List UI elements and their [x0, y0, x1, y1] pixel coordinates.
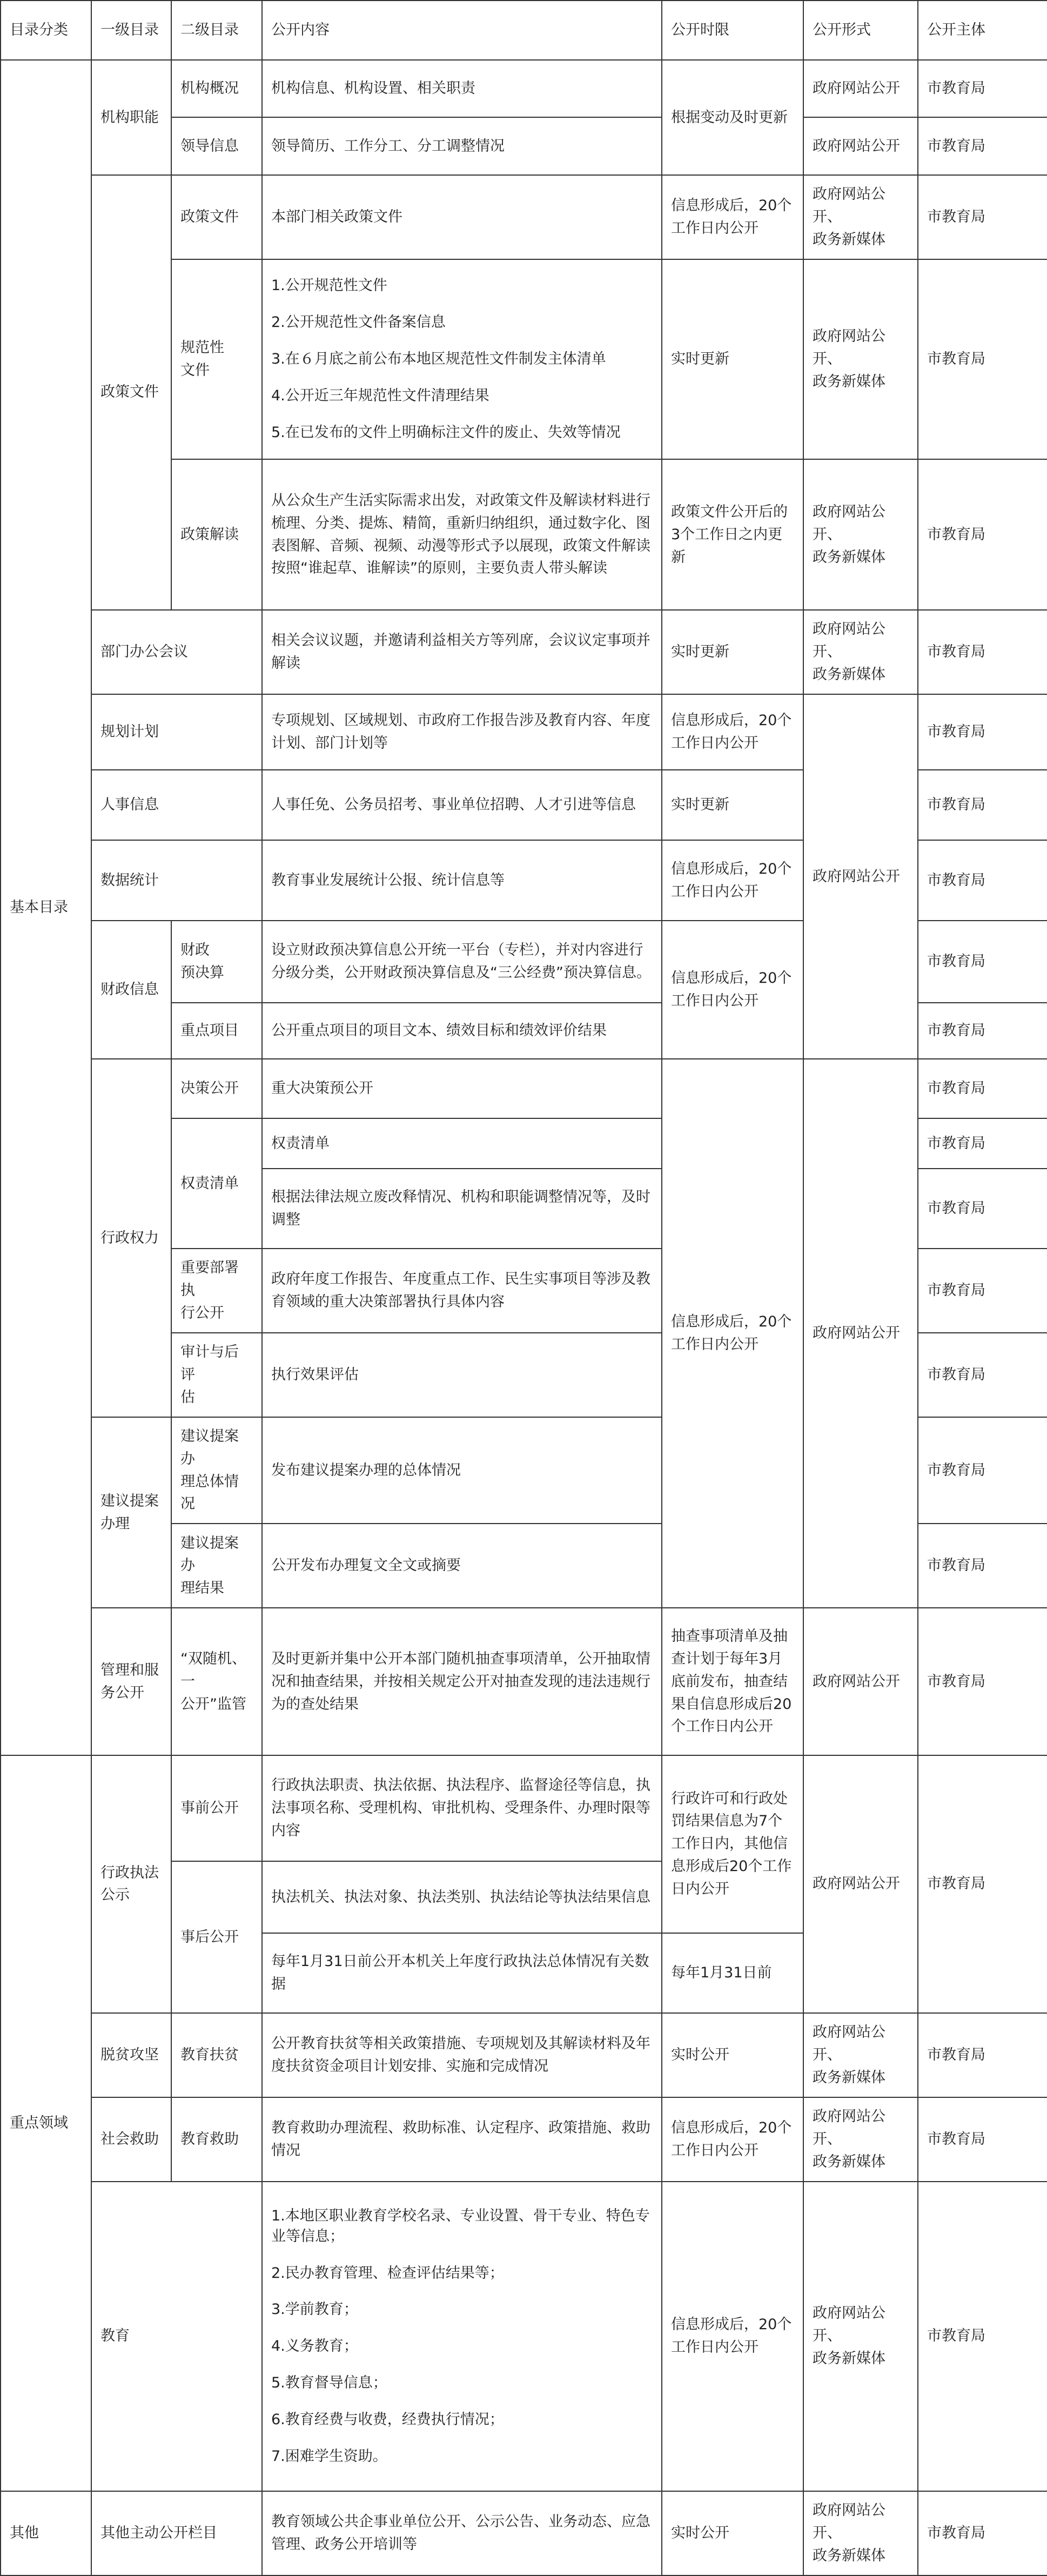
level1-cell: 管理和服 务公开 [91, 1608, 171, 1755]
header-category: 目录分类 [1, 1, 91, 60]
list-item: 1.本地区职业教育学校名录、专业设置、骨干专业、特色专业等信息； [271, 2208, 650, 2245]
list-item: 6.教育经费与收费，经费执行情况； [271, 2411, 504, 2428]
table-row [1, 2182, 1047, 2491]
subject-cell: 市教育局 [918, 1003, 1047, 1059]
list-item: 1.公开规范性文件 [271, 277, 387, 294]
list-item: 4.义务教育； [271, 2338, 358, 2355]
content-cell: 专项规划、区域规划、市政府工作报告涉及教育内容、年度计划、部门计划等 [262, 694, 662, 770]
level1-cell: 部门办公会议 [91, 610, 262, 694]
content-cell [262, 259, 662, 460]
subject-cell: 市教育局 [918, 2097, 1047, 2182]
content-cell: 本部门相关政策文件 [262, 175, 662, 259]
header-form: 公开形式 [803, 1, 918, 60]
form-cell: 政府网站公开 [803, 1059, 918, 1608]
content-cell: 相关会议议题，并邀请利益相关方等列席，会议议定事项并解读 [262, 610, 662, 694]
content-cell: 教育领域公共企事业单位公开、公示公告、业务动态、应急管理、政务公开培训等 [262, 2491, 662, 2575]
form-cell: 政府网站公开、 政务新媒体 [803, 2491, 918, 2575]
subject-cell: 市教育局 [918, 117, 1047, 175]
subject-cell: 市教育局 [918, 2013, 1047, 2097]
table-header-row [1, 1, 1047, 60]
header-subject: 公开主体 [918, 1, 1047, 60]
form-cell: 政府网站公开 [803, 60, 918, 117]
subject-cell: 市教育局 [918, 1608, 1047, 1755]
list-item: 7.困难学生资助。 [271, 2447, 387, 2465]
subject-cell: 市教育局 [918, 2182, 1047, 2491]
level2-cell: 审计与后评 估 [171, 1333, 262, 1417]
time-limit-cell: 抽查事项清单及抽查计划于每年3月底前发布，抽查结果自信息形成后20个工作日内公开 [662, 1608, 803, 1755]
content-cell [262, 2182, 662, 2491]
time-limit-cell: 实时公开 [662, 2013, 803, 2097]
time-limit-cell: 实时更新 [662, 259, 803, 460]
time-limit-cell: 行政许可和行政处罚结果信息为7个工作日内，其他信息形成后20个工作日内公开 [662, 1755, 803, 1933]
content-cell: 公开教育扶贫等相关政策措施、专项规划及其解读材料及年度扶贫资金项目计划安排、实施和完成情况 [262, 2013, 662, 2097]
form-cell: 政府网站公开、 政务新媒体 [803, 175, 918, 259]
subject-cell: 市教育局 [918, 1249, 1047, 1333]
subject-cell: 市教育局 [918, 1524, 1047, 1608]
time-limit-cell: 信息形成后，20个 工作日内公开 [662, 840, 803, 920]
subject-cell: 市教育局 [918, 175, 1047, 259]
content-cell: 权责清单 [262, 1118, 662, 1168]
level1-cell: 规划计划 [91, 694, 262, 770]
level1-cell: 社会救助 [91, 2097, 171, 2182]
subject-cell: 市教育局 [918, 60, 1047, 117]
content-cell: 公开发布办理复文全文或摘要 [262, 1524, 662, 1608]
subject-cell: 市教育局 [918, 840, 1047, 920]
content-cell: 公开重点项目的项目文本、绩效目标和绩效评价结果 [262, 1003, 662, 1059]
level2-cell: 教育扶贫 [171, 2013, 262, 2097]
list-item: 4.公开近三年规范性文件清理结果 [271, 387, 489, 404]
time-limit-cell: 信息形成后，20个 工作日内公开 [662, 2182, 803, 2491]
subject-cell: 市教育局 [918, 459, 1047, 610]
table-row [1, 610, 1047, 694]
content-cell: 政府年度工作报告、年度重点工作、民生实事项目等涉及教育领域的重大决策部署执行具体内容 [262, 1249, 662, 1333]
time-limit-cell: 实时公开 [662, 2491, 803, 2575]
header-level1: 一级目录 [91, 1, 171, 60]
subject-cell: 市教育局 [918, 1169, 1047, 1249]
level2-cell: 决策公开 [171, 1059, 262, 1118]
time-limit-cell: 每年1月31日前 [662, 1933, 803, 2013]
level1-cell: 人事信息 [91, 770, 262, 840]
level2-cell: 重点项目 [171, 1003, 262, 1059]
header-content: 公开内容 [262, 1, 662, 60]
table-row [1, 60, 1047, 117]
content-cell: 教育事业发展统计公报、统计信息等 [262, 840, 662, 920]
time-limit-cell: 信息形成后，20个 工作日内公开 [662, 2097, 803, 2182]
form-cell: 政府网站公开、 政务新媒体 [803, 2182, 918, 2491]
content-cell: 领导简历、工作分工、分工调整情况 [262, 117, 662, 175]
subject-cell: 市教育局 [918, 921, 1047, 1003]
level1-cell: 建议提案 办理 [91, 1417, 171, 1608]
time-limit-cell: 信息形成后，20个 工作日内公开 [662, 1059, 803, 1608]
form-cell: 政府网站公开、 政务新媒体 [803, 259, 918, 460]
content-cell: 机构信息、机构设置、相关职责 [262, 60, 662, 117]
form-cell: 政府网站公开 [803, 694, 918, 1059]
table-row [1, 2491, 1047, 2575]
list-item: 5.教育督导信息； [271, 2374, 387, 2392]
time-limit-cell: 信息形成后，20个 工作日内公开 [662, 175, 803, 259]
content-cell: 及时更新并集中公开本部门随机抽查事项清单，公开抽取情况和抽查结果，并按相关规定公开对抽查发现的违法违规行为的查处结果 [262, 1608, 662, 1755]
subject-cell: 市教育局 [918, 2491, 1047, 2575]
level2-cell: 财政 预决算 [171, 921, 262, 1003]
level1-cell: 数据统计 [91, 840, 262, 920]
header-time-limit: 公开时限 [662, 1, 803, 60]
content-cell: 重大决策预公开 [262, 1059, 662, 1118]
level2-cell: 权责清单 [171, 1118, 262, 1249]
form-cell: 政府网站公开、 政务新媒体 [803, 459, 918, 610]
subject-cell: 市教育局 [918, 259, 1047, 460]
table-row [1, 1755, 1047, 1861]
level2-cell: 规范性 文件 [171, 259, 262, 460]
level1-cell: 政策文件 [91, 175, 171, 610]
content-cell: 每年1月31日前公开本机关上年度行政执法总体情况有关数据 [262, 1933, 662, 2013]
list-item: 5.在已发布的文件上明确标注文件的废止、失效等情况 [271, 424, 621, 441]
subject-cell: 市教育局 [918, 770, 1047, 840]
list-item: 2.民办教育管理、检查评估结果等； [271, 2264, 504, 2282]
level1-cell: 行政权力 [91, 1059, 171, 1417]
level2-cell: 机构概况 [171, 60, 262, 117]
level2-cell: 建议提案办 理结果 [171, 1524, 262, 1608]
content-cell: 执行效果评估 [262, 1333, 662, 1417]
form-cell: 政府网站公开、 政务新媒体 [803, 2097, 918, 2182]
level1-cell: 其他主动公开栏目 [91, 2491, 262, 2575]
time-limit-cell: 实时更新 [662, 770, 803, 840]
level1-cell: 机构职能 [91, 60, 171, 175]
content-cell: 设立财政预决算信息公开统一平台（专栏），并对内容进行分级分类，公开财政预决算信息及“三公经费”预决算信息。 [262, 921, 662, 1003]
level1-cell: 教育 [91, 2182, 262, 2491]
list-item: 3.在６月底之前公布本地区规范性文件制发主体清单 [271, 351, 606, 368]
level2-cell: 事后公开 [171, 1861, 262, 2013]
time-limit-cell: 政策文件公开后的3个工作日之内更新 [662, 459, 803, 610]
content-cell: 根据法律法规立废改释情况、机构和职能调整情况等，及时调整 [262, 1169, 662, 1249]
level1-cell: 财政信息 [91, 921, 171, 1059]
table-row [1, 175, 1047, 259]
content-cell: 执法机关、执法对象、执法类别、执法结论等执法结果信息 [262, 1861, 662, 1933]
time-limit-cell: 根据变动及时更新 [662, 60, 803, 175]
category-other: 其他 [1, 2491, 91, 2575]
subject-cell: 市教育局 [918, 1755, 1047, 2013]
level2-cell: 建议提案办 理总体情况 [171, 1417, 262, 1524]
level2-cell: 领导信息 [171, 117, 262, 175]
subject-cell: 市教育局 [918, 610, 1047, 694]
level2-cell: 教育救助 [171, 2097, 262, 2182]
level2-cell: 政策解读 [171, 459, 262, 610]
subject-cell: 市教育局 [918, 1333, 1047, 1417]
category-basic: 基本目录 [1, 60, 91, 1755]
content-cell: 发布建议提案办理的总体情况 [262, 1417, 662, 1524]
table-row [1, 694, 1047, 770]
table-row [1, 1059, 1047, 1118]
time-limit-cell: 信息形成后，20个 工作日内公开 [662, 694, 803, 770]
time-limit-cell: 实时更新 [662, 610, 803, 694]
form-cell: 政府网站公开、 政务新媒体 [803, 2013, 918, 2097]
level2-cell: “双随机、一 公开”监管 [171, 1608, 262, 1755]
table-row [1, 2097, 1047, 2182]
list-item: 2.公开规范性文件备案信息 [271, 314, 446, 331]
time-limit-cell: 信息形成后，20个 工作日内公开 [662, 921, 803, 1059]
content-cell: 从公众生产生活实际需求出发，对政策文件及解读材料进行梳理、分类、提炼、精简，重新归纳组织，通过数字化、图表图解、音频、视频、动漫等形式予以展现，政策文件解读按照“谁起草、谁解读”的原则，主要负责人带头解读 [262, 459, 662, 610]
subject-cell: 市教育局 [918, 1118, 1047, 1168]
form-cell: 政府网站公开 [803, 1608, 918, 1755]
list-item: 3.学前教育； [271, 2301, 358, 2318]
level2-cell: 重要部署执 行公开 [171, 1249, 262, 1333]
content-cell: 人事任免、公务员招考、事业单位招聘、人才引进等信息 [262, 770, 662, 840]
level1-cell: 脱贫攻坚 [91, 2013, 171, 2097]
content-cell: 教育救助办理流程、救助标准、认定程序、政策措施、救助情况 [262, 2097, 662, 2182]
subject-cell: 市教育局 [918, 1059, 1047, 1118]
table-row [1, 2013, 1047, 2097]
level1-cell: 行政执法 公示 [91, 1755, 171, 2013]
level2-cell: 事前公开 [171, 1755, 262, 1861]
table-row [1, 1608, 1047, 1755]
subject-cell: 市教育局 [918, 694, 1047, 770]
content-cell: 行政执法职责、执法依据、执法程序、监督途径等信息，执法事项名称、受理机构、审批机构、受理条件、办理时限等内容 [262, 1755, 662, 1861]
header-level2: 二级目录 [171, 1, 262, 60]
form-cell: 政府网站公开、 政务新媒体 [803, 610, 918, 694]
subject-cell: 市教育局 [918, 1417, 1047, 1524]
form-cell: 政府网站公开 [803, 1755, 918, 2013]
form-cell: 政府网站公开 [803, 117, 918, 175]
level2-cell: 政策文件 [171, 175, 262, 259]
category-key: 重点领域 [1, 1755, 91, 2491]
